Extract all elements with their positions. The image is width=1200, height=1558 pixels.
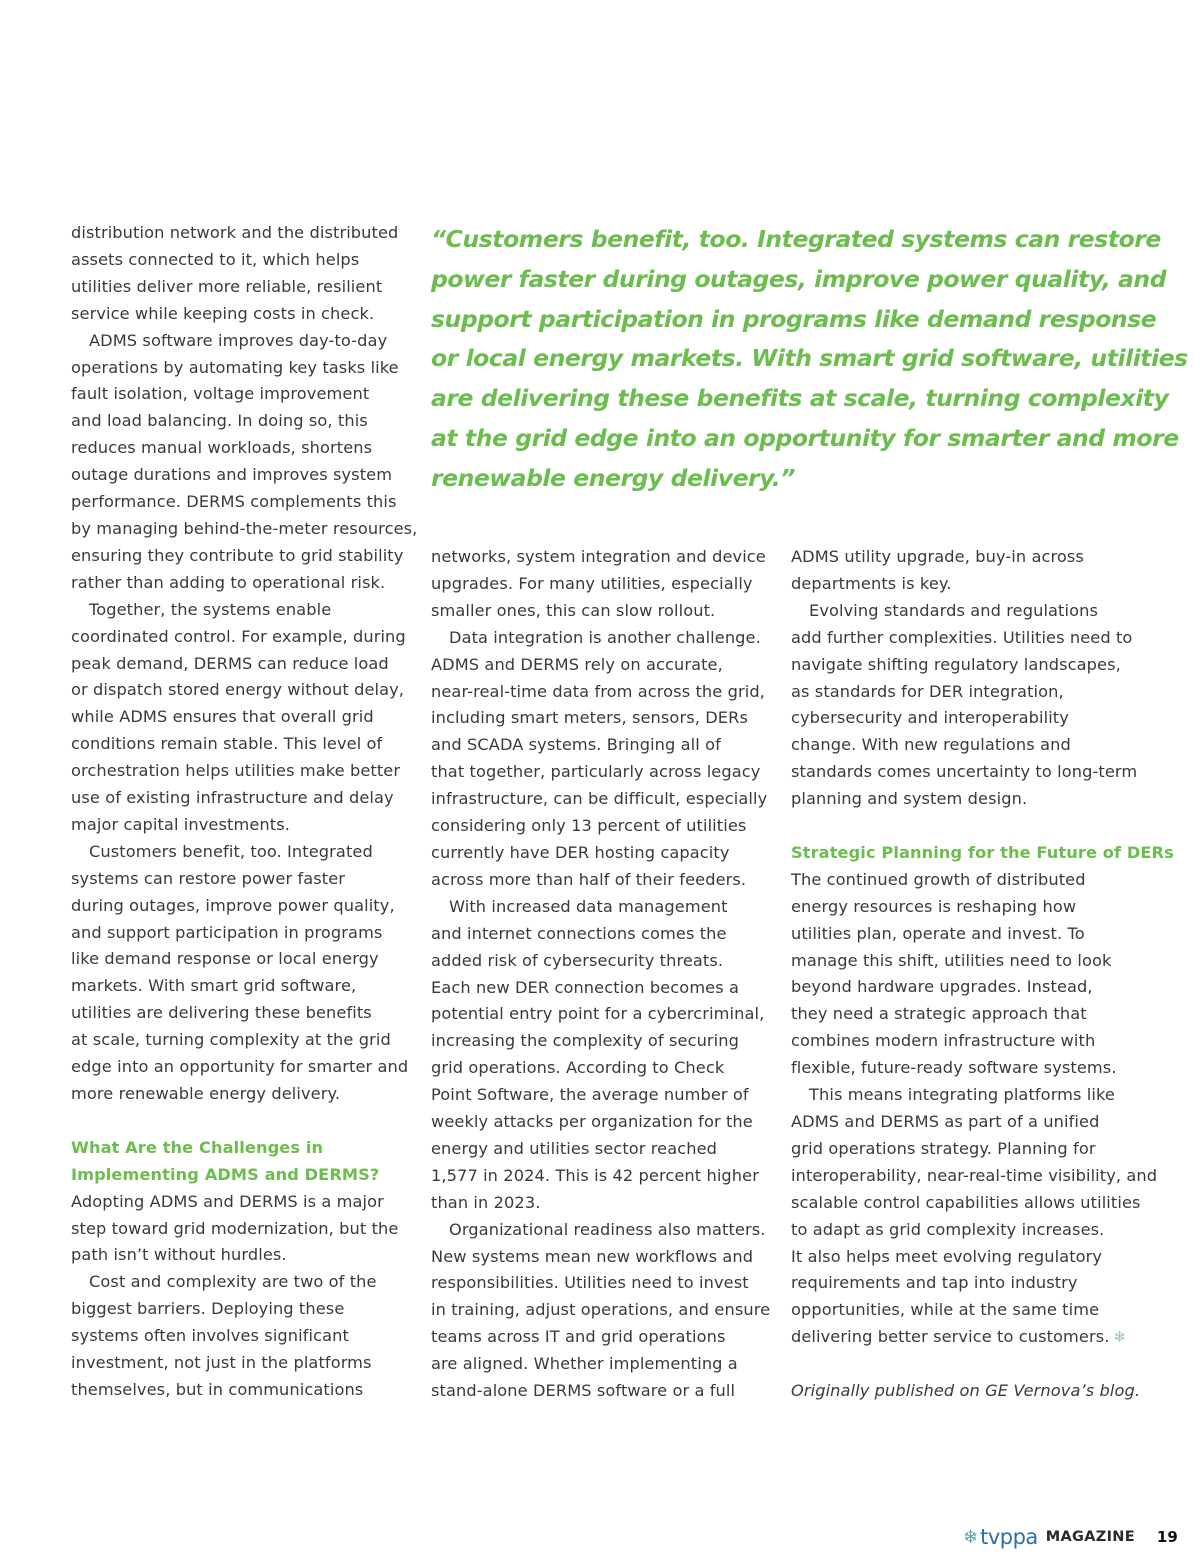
paragraph	[71, 220, 411, 328]
text-line: ADMS and DERMS rely on accurate,	[431, 654, 723, 674]
text-line: The continued growth of distributed	[791, 869, 1086, 889]
text-line: upgrades. For many utilities, especially	[431, 573, 753, 593]
text-line: Data integration is another challenge.	[449, 627, 761, 647]
paragraph	[431, 544, 771, 625]
text-line: interoperability, near-real-time visibility, and	[791, 1165, 1158, 1185]
text-line: considering only 13 percent of utilities	[431, 816, 747, 836]
page-footer	[963, 1524, 1178, 1550]
text-line: increasing the complexity of securing	[431, 1031, 740, 1051]
text-line: conditions remain stable. This level of	[71, 734, 383, 754]
text-line: distribution network and the distributed	[71, 223, 399, 242]
text-line: opportunities, while at the same time	[791, 1300, 1100, 1320]
text-line: step toward grid modernization, but the	[71, 1218, 399, 1238]
column-1	[71, 220, 418, 1404]
text-line: energy resources is reshaping how	[791, 896, 1077, 916]
text-line: like demand response or local energy	[71, 949, 379, 969]
text-line: across more than half of their feeders.	[431, 869, 747, 889]
text-line: Organizational readiness also matters.	[449, 1219, 766, 1239]
text-line: Together, the systems enable	[89, 599, 332, 619]
text-line: manage this shift, utilities need to look	[791, 950, 1112, 970]
text-line: or dispatch stored energy without delay,	[71, 680, 405, 700]
text-line: With increased data management	[449, 896, 728, 916]
text-line: beyond hardware upgrades. Instead,	[791, 977, 1093, 997]
text-line: they need a strategic approach that	[791, 1004, 1087, 1024]
text-line: are delivering these benefits at scale, turning complexity	[431, 384, 1169, 413]
text-line: grid operations strategy. Planning for	[791, 1138, 1096, 1158]
text-line: potential entry point for a cybercriminal,	[431, 1004, 765, 1024]
text-line: coordinated control. For example, during	[71, 626, 406, 646]
text-line: are aligned. Whether implementing a	[431, 1354, 738, 1374]
text-line: teams across IT and grid operations	[431, 1327, 726, 1347]
text-line: than in 2023.	[431, 1192, 541, 1212]
paragraph	[71, 839, 411, 1108]
text-line: at scale, turning complexity at the grid	[71, 1030, 391, 1050]
section-heading	[71, 1135, 411, 1189]
text-line: grid operations. According to Check	[431, 1058, 725, 1078]
text-line: planning and system design.	[791, 789, 1028, 809]
text-line: at the grid edge into an opportunity for smarter and more	[431, 423, 1179, 452]
text-line: major capital investments.	[71, 814, 290, 834]
text-line: systems can restore power faster	[71, 868, 346, 888]
text-line: cybersecurity and interoperability	[791, 708, 1069, 728]
text-line: reduces manual workloads, shortens	[71, 438, 373, 458]
text-line: power faster during outages, improve power quality, and	[431, 264, 1167, 293]
text-line: assets connected to it, which helps	[71, 249, 360, 269]
credit-text: Originally published on GE Vernova’s blog.	[791, 1381, 1141, 1401]
text-line: orchestration helps utilities make better	[71, 761, 401, 781]
text-line: biggest barriers. Deploying these	[71, 1299, 345, 1319]
text-line: scalable control capabilities allows utilities	[791, 1192, 1141, 1212]
text-line: performance. DERMS complements this	[71, 492, 397, 512]
text-line: delivering better service to customers. ❄	[791, 1327, 1127, 1347]
text-line: that together, particularly across legacy	[431, 762, 761, 782]
text-line: use of existing infrastructure and delay	[71, 788, 394, 808]
text-line: Each new DER connection becomes a	[431, 977, 740, 997]
end-mark-icon: ❄	[1113, 1328, 1127, 1347]
pull-quote	[431, 220, 1188, 499]
text-line: themselves, but in communications	[71, 1379, 364, 1399]
heading-line: Strategic Planning for the Future of DERs	[791, 842, 1174, 862]
text-line: New systems mean new workflows and	[431, 1246, 754, 1266]
text-line: edge into an opportunity for smarter and	[71, 1057, 409, 1077]
text-line: rather than adding to operational risk.	[71, 572, 386, 592]
column-3	[791, 544, 1174, 1405]
text-line: ADMS software improves day-to-day	[89, 330, 388, 350]
text-line: What Are the Challenges in	[71, 1137, 324, 1157]
text-line: utilities are delivering these benefits	[71, 1003, 372, 1023]
spacer	[791, 1351, 1136, 1378]
credit-line	[791, 1378, 1141, 1405]
text-line: networks, system integration and device	[431, 547, 766, 566]
text-line: infrastructure, can be difficult, especially	[431, 789, 768, 809]
text-line: departments is key.	[791, 573, 952, 593]
text-line: peak demand, DERMS can reduce load	[71, 653, 389, 673]
text-line: Cost and complexity are two of the	[89, 1272, 377, 1292]
text-line: currently have DER hosting capacity	[431, 842, 730, 862]
text-line: during outages, improve power quality,	[71, 895, 395, 915]
text-line: flexible, future-ready software systems.	[791, 1058, 1117, 1078]
text-line: more renewable energy delivery.	[71, 1084, 341, 1103]
magazine-label: MAGAZINE	[1045, 1529, 1135, 1545]
paragraph	[431, 1217, 771, 1405]
page-number: 19	[1156, 1528, 1178, 1546]
text-line: Evolving standards and regulations	[809, 600, 1098, 620]
text-line: standards comes uncertainty to long-term	[791, 762, 1138, 782]
text-line: as standards for DER integration,	[791, 681, 1064, 701]
text-line: utilities plan, operate and invest. To	[791, 923, 1085, 943]
text-line: and load balancing. In doing so, this	[71, 411, 368, 431]
text-line: Adopting ADMS and DERMS is a major	[71, 1191, 384, 1211]
text-line: systems often involves significant	[71, 1326, 349, 1346]
text-line: navigate shifting regulatory landscapes,	[791, 654, 1121, 674]
paragraph	[71, 1189, 411, 1270]
paragraph	[71, 328, 418, 597]
text-line: Customers benefit, too. Integrated	[89, 841, 373, 861]
text-line: fault isolation, voltage improvement	[71, 384, 370, 404]
text-line: and internet connections comes the	[431, 923, 727, 943]
tvppa-logo: tvppa	[980, 1525, 1038, 1549]
text-line: including smart meters, sensors, DERs	[431, 708, 748, 728]
text-line: This means integrating platforms like	[809, 1085, 1115, 1105]
snowflake-logo-icon: ❄	[963, 1526, 979, 1548]
paragraph	[791, 867, 1136, 1082]
text-line: renewable energy delivery.”	[431, 463, 796, 492]
text-line: requirements and tap into industry	[791, 1273, 1078, 1293]
text-line: in training, adjust operations, and ensure	[431, 1300, 771, 1320]
text-line: ensuring they contribute to grid stability	[71, 545, 404, 565]
text-line: Point Software, the average number of	[431, 1085, 749, 1105]
text-line: investment, not just in the platforms	[71, 1353, 372, 1373]
text-line: energy and utilities sector reached	[431, 1138, 718, 1158]
text-line: Implementing ADMS and DERMS?	[71, 1164, 380, 1184]
paragraph	[431, 894, 771, 1217]
spacer	[71, 1108, 411, 1135]
text-line: change. With new regulations and	[791, 735, 1071, 755]
paragraph	[791, 598, 1136, 813]
text-line: path isn’t without hurdles.	[71, 1245, 287, 1265]
text-line: outage durations and improves system	[71, 465, 393, 485]
text-line: while ADMS ensures that overall grid	[71, 707, 374, 727]
text-line: 1,577 in 2024. This is 42 percent higher	[431, 1165, 759, 1185]
paragraph	[71, 1269, 411, 1404]
text-line: markets. With smart grid software,	[71, 976, 357, 996]
text-line: by managing behind-the-meter resources,	[71, 518, 418, 538]
text-line: near-real-time data from across the grid,	[431, 681, 765, 701]
spacer	[791, 813, 1136, 840]
text-line: ADMS and DERMS as part of a unified	[791, 1112, 1100, 1132]
text-line: combines modern infrastructure with	[791, 1031, 1096, 1051]
section-heading	[791, 840, 1174, 867]
text-line: responsibilities. Utilities need to invest	[431, 1273, 749, 1293]
text-line: stand-alone DERMS software or a full	[431, 1381, 736, 1401]
text-line: to adapt as grid complexity increases.	[791, 1219, 1105, 1239]
paragraph	[71, 597, 411, 839]
text-line: “Customers benefit, too. Integrated systems can restore	[431, 225, 1161, 253]
column-2	[431, 544, 771, 1405]
text-line: ADMS utility upgrade, buy-in across	[791, 547, 1084, 566]
paragraph	[431, 625, 771, 894]
text-line: service while keeping costs in check.	[71, 303, 375, 323]
text-line: added risk of cybersecurity threats.	[431, 950, 724, 970]
text-line: operations by automating key tasks like	[71, 357, 399, 377]
text-line: and support participation in programs	[71, 922, 383, 942]
text-line: It also helps meet evolving regulatory	[791, 1246, 1103, 1266]
paragraph	[791, 544, 1136, 598]
text-line: weekly attacks per organization for the	[431, 1112, 753, 1132]
text-line: and SCADA systems. Bringing all of	[431, 735, 721, 755]
text-line: or local energy markets. With smart grid software, utilities	[431, 344, 1188, 373]
text-line: utilities deliver more reliable, resilient	[71, 276, 383, 296]
text-line: smaller ones, this can slow rollout.	[431, 600, 716, 620]
text-line: support participation in programs like demand response	[431, 304, 1157, 333]
paragraph	[791, 1082, 1158, 1351]
text-line: add further complexities. Utilities need to	[791, 627, 1133, 647]
